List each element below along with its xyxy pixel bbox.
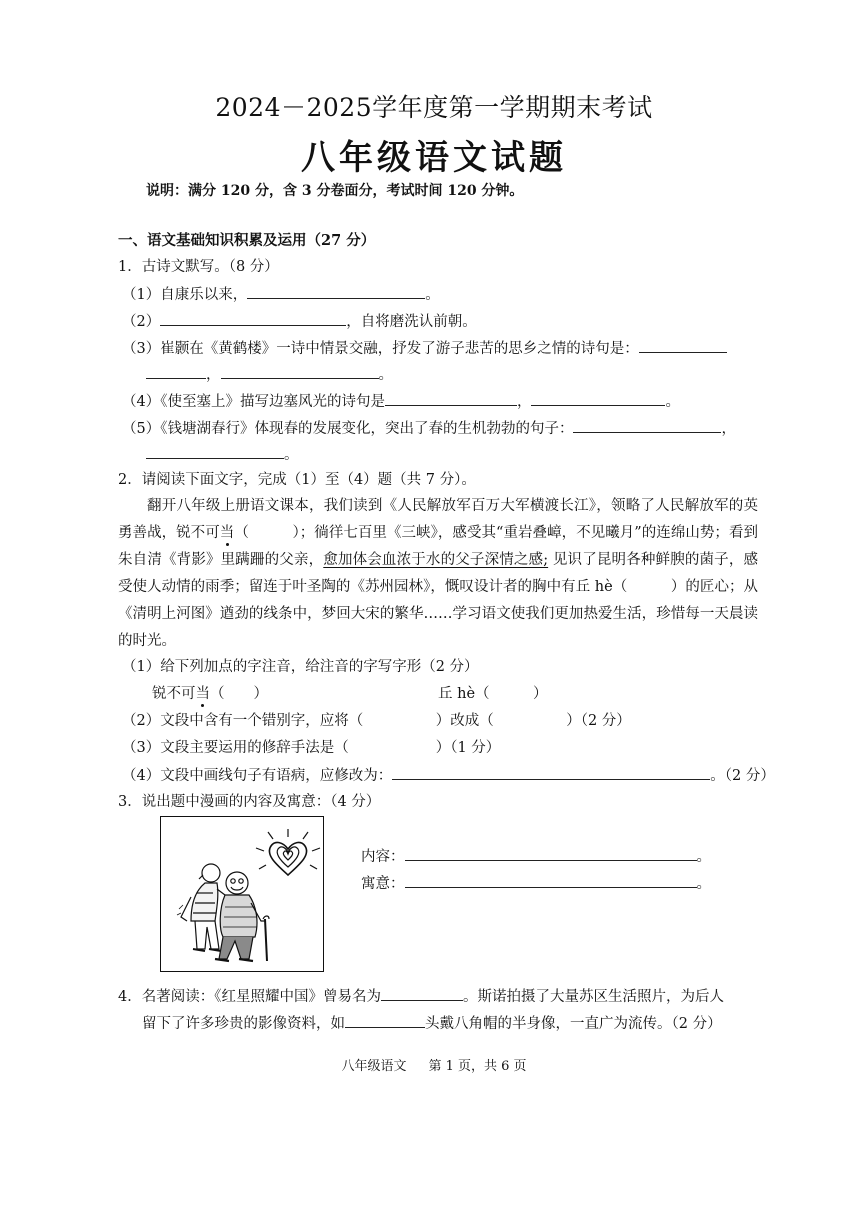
footer-subject: 八年级语文 xyxy=(341,1059,407,1074)
section-heading: 一、语文基础知识积累及运用（27 分） xyxy=(118,232,376,249)
q1-item5-cont xyxy=(146,444,299,465)
q3-content-end: 。 xyxy=(696,849,711,865)
q1-item3 xyxy=(122,338,727,359)
q1-title: 1．古诗文默写。（8 分） xyxy=(118,259,279,275)
q2-sub4-text: （4）文段中画线句子有语病，应修改为： xyxy=(122,768,393,784)
answer-blank[interactable] xyxy=(146,444,284,459)
answer-blank[interactable] xyxy=(146,364,206,379)
answer-blank[interactable] xyxy=(392,765,710,780)
q1-item4-text: （4）《使至塞上》描写边塞风光的诗句是 xyxy=(122,394,385,410)
answer-blank[interactable] xyxy=(639,338,727,353)
q1-item1-text: （1）自康乐以来， xyxy=(122,287,248,303)
q1-item2 xyxy=(122,311,477,332)
q2-sub1-a xyxy=(152,684,268,704)
q2-sub4 xyxy=(122,765,775,786)
q2-passage-part2: （ ）；徜徉七百里《三峡》，感受其“重岩叠嶂，不见曦月”的连绵山势；看到朱自清《背影》里蹒跚的父亲， xyxy=(118,525,759,568)
q1-item3-end: 。 xyxy=(378,367,393,383)
q3-content-line xyxy=(361,846,711,867)
q2-sub1-a-dotted: 当 xyxy=(195,686,210,702)
q1-item3-cont xyxy=(146,364,393,385)
page-footer xyxy=(0,1055,868,1074)
q2-passage-part1: 翻开八年级上册语文课本，我们读到《人民解放军百万大军横渡长江》，领略了人民解放军的英勇善战，锐不可 xyxy=(118,498,758,541)
q2-title: 2．请阅读下面文字，完成（1）至（4）题（共 7 分）。 xyxy=(118,472,476,488)
q2-underlined-sentence: 愈加体会血浓于水的父子深情之感; xyxy=(323,552,549,568)
q1-item4-sep: ， xyxy=(516,394,532,410)
answer-blank[interactable] xyxy=(345,1013,425,1028)
q1-item5-text: （5）《钱塘湖春行》体现春的发展变化，突出了春的生机勃勃的句子： xyxy=(122,421,574,437)
q1-item4-end: 。 xyxy=(665,394,680,410)
q3-meaning-label: 寓意： xyxy=(361,876,405,892)
exam-instructions: 说明：满分 120 分，含 3 分卷面分，考试时间 120 分钟。 xyxy=(146,183,524,199)
answer-blank[interactable] xyxy=(385,391,517,406)
q1-item1-end: 。 xyxy=(425,287,440,303)
q2-sub1-b: 丘 hè（ ） xyxy=(438,686,548,702)
q3-title: 3．说出题中漫画的内容及寓意：（4 分） xyxy=(118,794,381,810)
q1-item4 xyxy=(122,391,680,412)
answer-blank[interactable] xyxy=(221,364,379,379)
q4-line2 xyxy=(142,1013,722,1034)
answer-blank[interactable] xyxy=(405,873,697,888)
q2-sub3: （3）文段主要运用的修辞手法是（ ）（1 分） xyxy=(122,740,501,756)
q2-passage-part3: 见识了昆明各种鲜腴的菌子，感受使人动情的雨季；留连于叶圣陶的《苏州园林》，慨叹设计者的胸中有丘 hè（ ）的匠心；从《清明上河图》遒劲的线条中，梦回大宋的繁华……学习语文使我们更加热爱生活，珍惜每一天晨读的时光。 xyxy=(118,552,758,649)
q3-content-label: 内容： xyxy=(361,849,405,865)
cartoon-image xyxy=(160,816,324,972)
answer-blank[interactable] xyxy=(573,418,721,433)
cartoon-illustration xyxy=(161,817,323,971)
q1-item1 xyxy=(122,284,440,305)
q2-sub1-a-paren: （ ） xyxy=(210,686,268,702)
q2-sub4-end: 。（2 分） xyxy=(710,768,775,784)
answer-blank[interactable] xyxy=(381,986,463,1001)
q1-item5-end: 。 xyxy=(284,447,299,463)
answer-blank[interactable] xyxy=(531,391,665,406)
q1-item5-sep: ， xyxy=(721,421,736,437)
q2-passage xyxy=(118,493,758,655)
q1-item2-end: ，自将磨洗认前朝。 xyxy=(346,314,477,330)
q1-item3-sep: ， xyxy=(206,367,221,383)
q2-dotted-char: 当 xyxy=(219,525,235,541)
answer-blank[interactable] xyxy=(247,284,425,299)
q3-meaning-end: 。 xyxy=(696,876,711,892)
q1-item3-text: （3）崔颢在《黄鹤楼》一诗中情景交融，抒发了游子悲苦的思乡之情的诗句是： xyxy=(122,341,639,357)
answer-blank[interactable] xyxy=(160,311,346,326)
q1-item5 xyxy=(122,418,736,439)
q4-line1 xyxy=(118,986,724,1007)
q4-line2-text: 留下了许多珍贵的影像资料，如 xyxy=(142,1016,345,1032)
q2-sub1: （1）给下列加点的字注音，给注音的字写字形（2 分） xyxy=(122,659,479,675)
q4-line2-end: 头戴八角帽的半身像，一直广为流传。（2 分） xyxy=(425,1016,722,1032)
q3-meaning-line xyxy=(361,873,711,894)
exam-subtitle: 八年级语文试题 xyxy=(301,138,567,178)
q1-item2-text: （2） xyxy=(122,314,161,330)
q4-line1-end: 。斯诺拍摄了大量苏区生活照片，为后人 xyxy=(462,989,724,1005)
exam-title: 2024－2025学年度第一学期期末考试 xyxy=(215,93,653,122)
footer-page-number: 第 1 页，共 6 页 xyxy=(428,1059,527,1074)
q4-line1-text: 4．名著阅读：《红星照耀中国》曾易名为 xyxy=(118,989,381,1005)
q2-sub2: （2）文段中含有一个错别字，应将（ ）改成（ ）（2 分） xyxy=(122,713,631,729)
q2-sub1-a-text: 锐不可 xyxy=(152,686,196,702)
answer-blank[interactable] xyxy=(405,846,697,861)
